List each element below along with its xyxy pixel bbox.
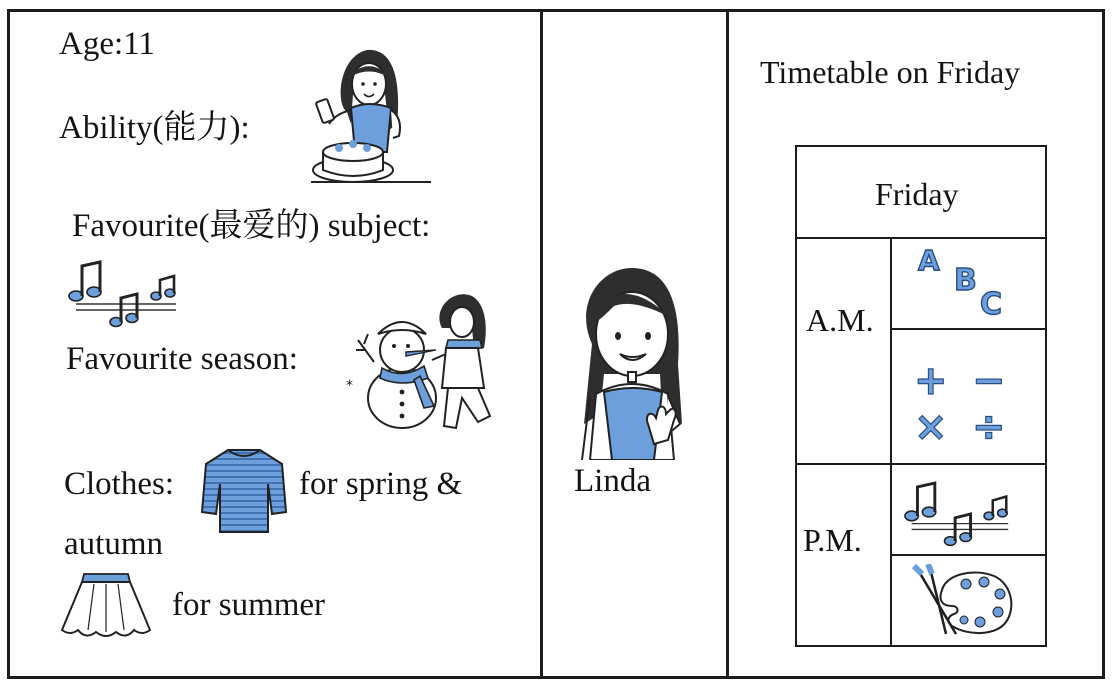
music-notes-icon-timetable [902,478,1014,548]
girl-baking-cake-icon [305,44,437,186]
letter-a: A [918,244,940,277]
favourite-subject-label: Favourite(最爱的) subject: [72,208,431,244]
grid-inner-vertical [890,237,892,647]
divide-symbol: ÷ [972,404,1006,446]
favourite-season-label: Favourite season: [66,341,298,377]
clothes-summer-text: for summer [172,587,326,623]
abc-letters-icon [912,240,1022,324]
plus-symbol: + [914,358,948,404]
grid-header-line [795,237,1047,239]
letter-b: B [954,263,977,298]
grid-pm-split [890,554,1047,556]
pm-label: P.M. [803,522,862,558]
sweater-icon [198,444,290,536]
clothes-spring-text: for spring & [299,466,463,502]
person-name: Linda [574,463,651,499]
ability-label: Ability(能力): [59,110,250,146]
letter-c: C [980,287,1003,322]
grid-border-top [795,145,1047,147]
grid-border-left [795,145,797,647]
clothes-autumn-text: autumn [64,526,163,562]
column-divider-left [540,9,543,679]
minus-symbol: − [972,358,1006,404]
svg-text:*: * [346,378,353,394]
age-text: Age:11 [59,26,155,62]
girl-with-snowman-icon [344,288,508,434]
girl-waving-portrait-icon [570,264,690,460]
skirt-icon [58,570,154,642]
music-notes-icon [66,258,182,328]
grid-am-split [890,328,1047,330]
clothes-label: Clothes: [64,466,175,502]
am-label: A.M. [806,302,874,338]
grid-am-pm-line [795,463,1047,465]
day-header: Friday [875,176,959,212]
math-symbols-icon [908,356,1020,446]
timetable-title: Timetable on Friday [760,54,1021,90]
times-symbol: × [914,404,948,446]
grid-border-bottom [795,645,1047,647]
column-divider-right [726,9,729,679]
grid-border-right [1045,145,1047,647]
paint-palette-icon [912,564,1016,638]
